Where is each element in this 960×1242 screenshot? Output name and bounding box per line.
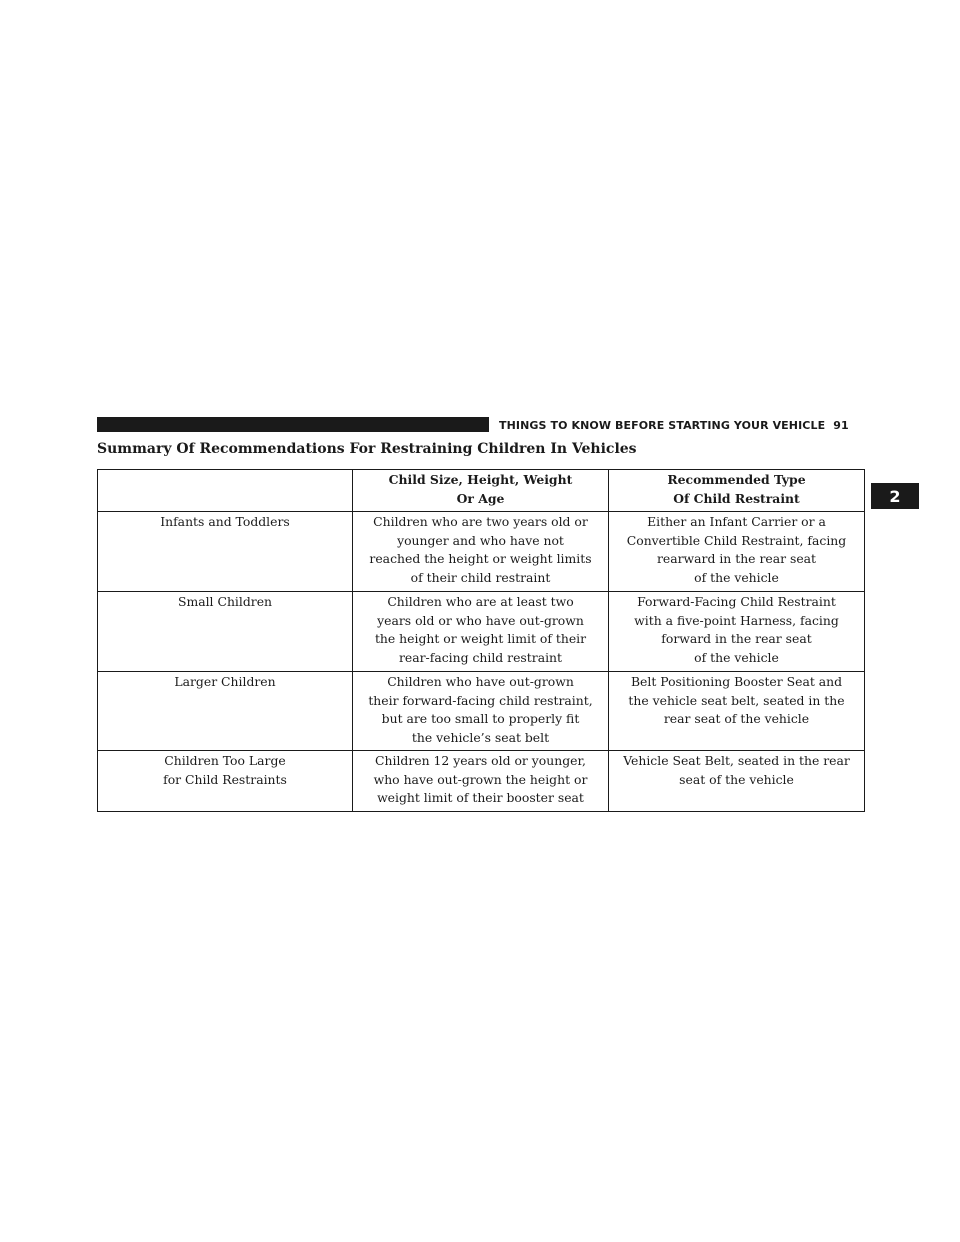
cell-text: Children who have out-grown their forward-facing child restraint, but are too small to properly fit the vehicle’s seat belt [368,674,593,745]
cell-text: Belt Positioning Booster Seat and the vehicle seat belt, seated in the rear seat of the vehicle [628,674,845,726]
header-cell-restraint-type [609,470,865,512]
table-header-row [98,470,865,512]
cell-category [98,512,353,592]
page-number: 91 [833,418,849,432]
cell-restraint-type [609,751,865,812]
cell-text: Children 12 years old or younger, who have out-grown the height or weight limit of their booster seat [373,753,588,805]
table-row [98,672,865,751]
cell-text: Forward-Facing Child Restraint with a five-point Harness, facing forward in the rear seat of the vehicle [634,594,839,665]
header-rule [97,417,489,432]
running-header [499,415,863,435]
cell-child-size [353,751,609,812]
cell-restraint-type [609,512,865,592]
header-cell-category [98,470,353,512]
header-cell-child-size [353,470,609,512]
cell-child-size [353,672,609,751]
cell-text: Infants and Toddlers [160,514,290,529]
cell-text: Vehicle Seat Belt, seated in the rear seat of the vehicle [623,753,850,787]
header-child-size-text: Child Size, Height, Weight Or Age [388,472,573,506]
cell-child-size [353,592,609,672]
cell-text: Larger Children [174,674,276,689]
cell-category [98,672,353,751]
header-restraint-type-text: Recommended Type Of Child Restraint [667,472,806,506]
cell-restraint-type [609,672,865,751]
cell-text: Children who are at least two years old or who have out-grown the height or weight limit of their rear-facing child restraint [374,594,587,665]
table-row [98,512,865,592]
section-title: THINGS TO KNOW BEFORE STARTING YOUR VEHICLE [499,418,826,432]
cell-text: Children who are two years old or younger and who have not reached the height or weight limits of their child restraint [369,514,592,585]
cell-text: Small Children [177,594,273,609]
cell-category [98,592,353,672]
cell-category [98,751,353,812]
table-row [98,592,865,672]
table-title: Summary Of Recommendations For Restraining Children In Vehicles [97,441,637,457]
cell-restraint-type [609,592,865,672]
chapter-tab: 2 [871,483,919,509]
cell-text: Either an Infant Carrier or a Convertible Child Restraint, facing rearward in the rear seat of the vehicle [626,514,847,585]
table-row [98,751,865,812]
recommendations-table [97,469,865,812]
cell-text: Children Too Large for Child Restraints [163,753,287,787]
cell-child-size [353,512,609,592]
